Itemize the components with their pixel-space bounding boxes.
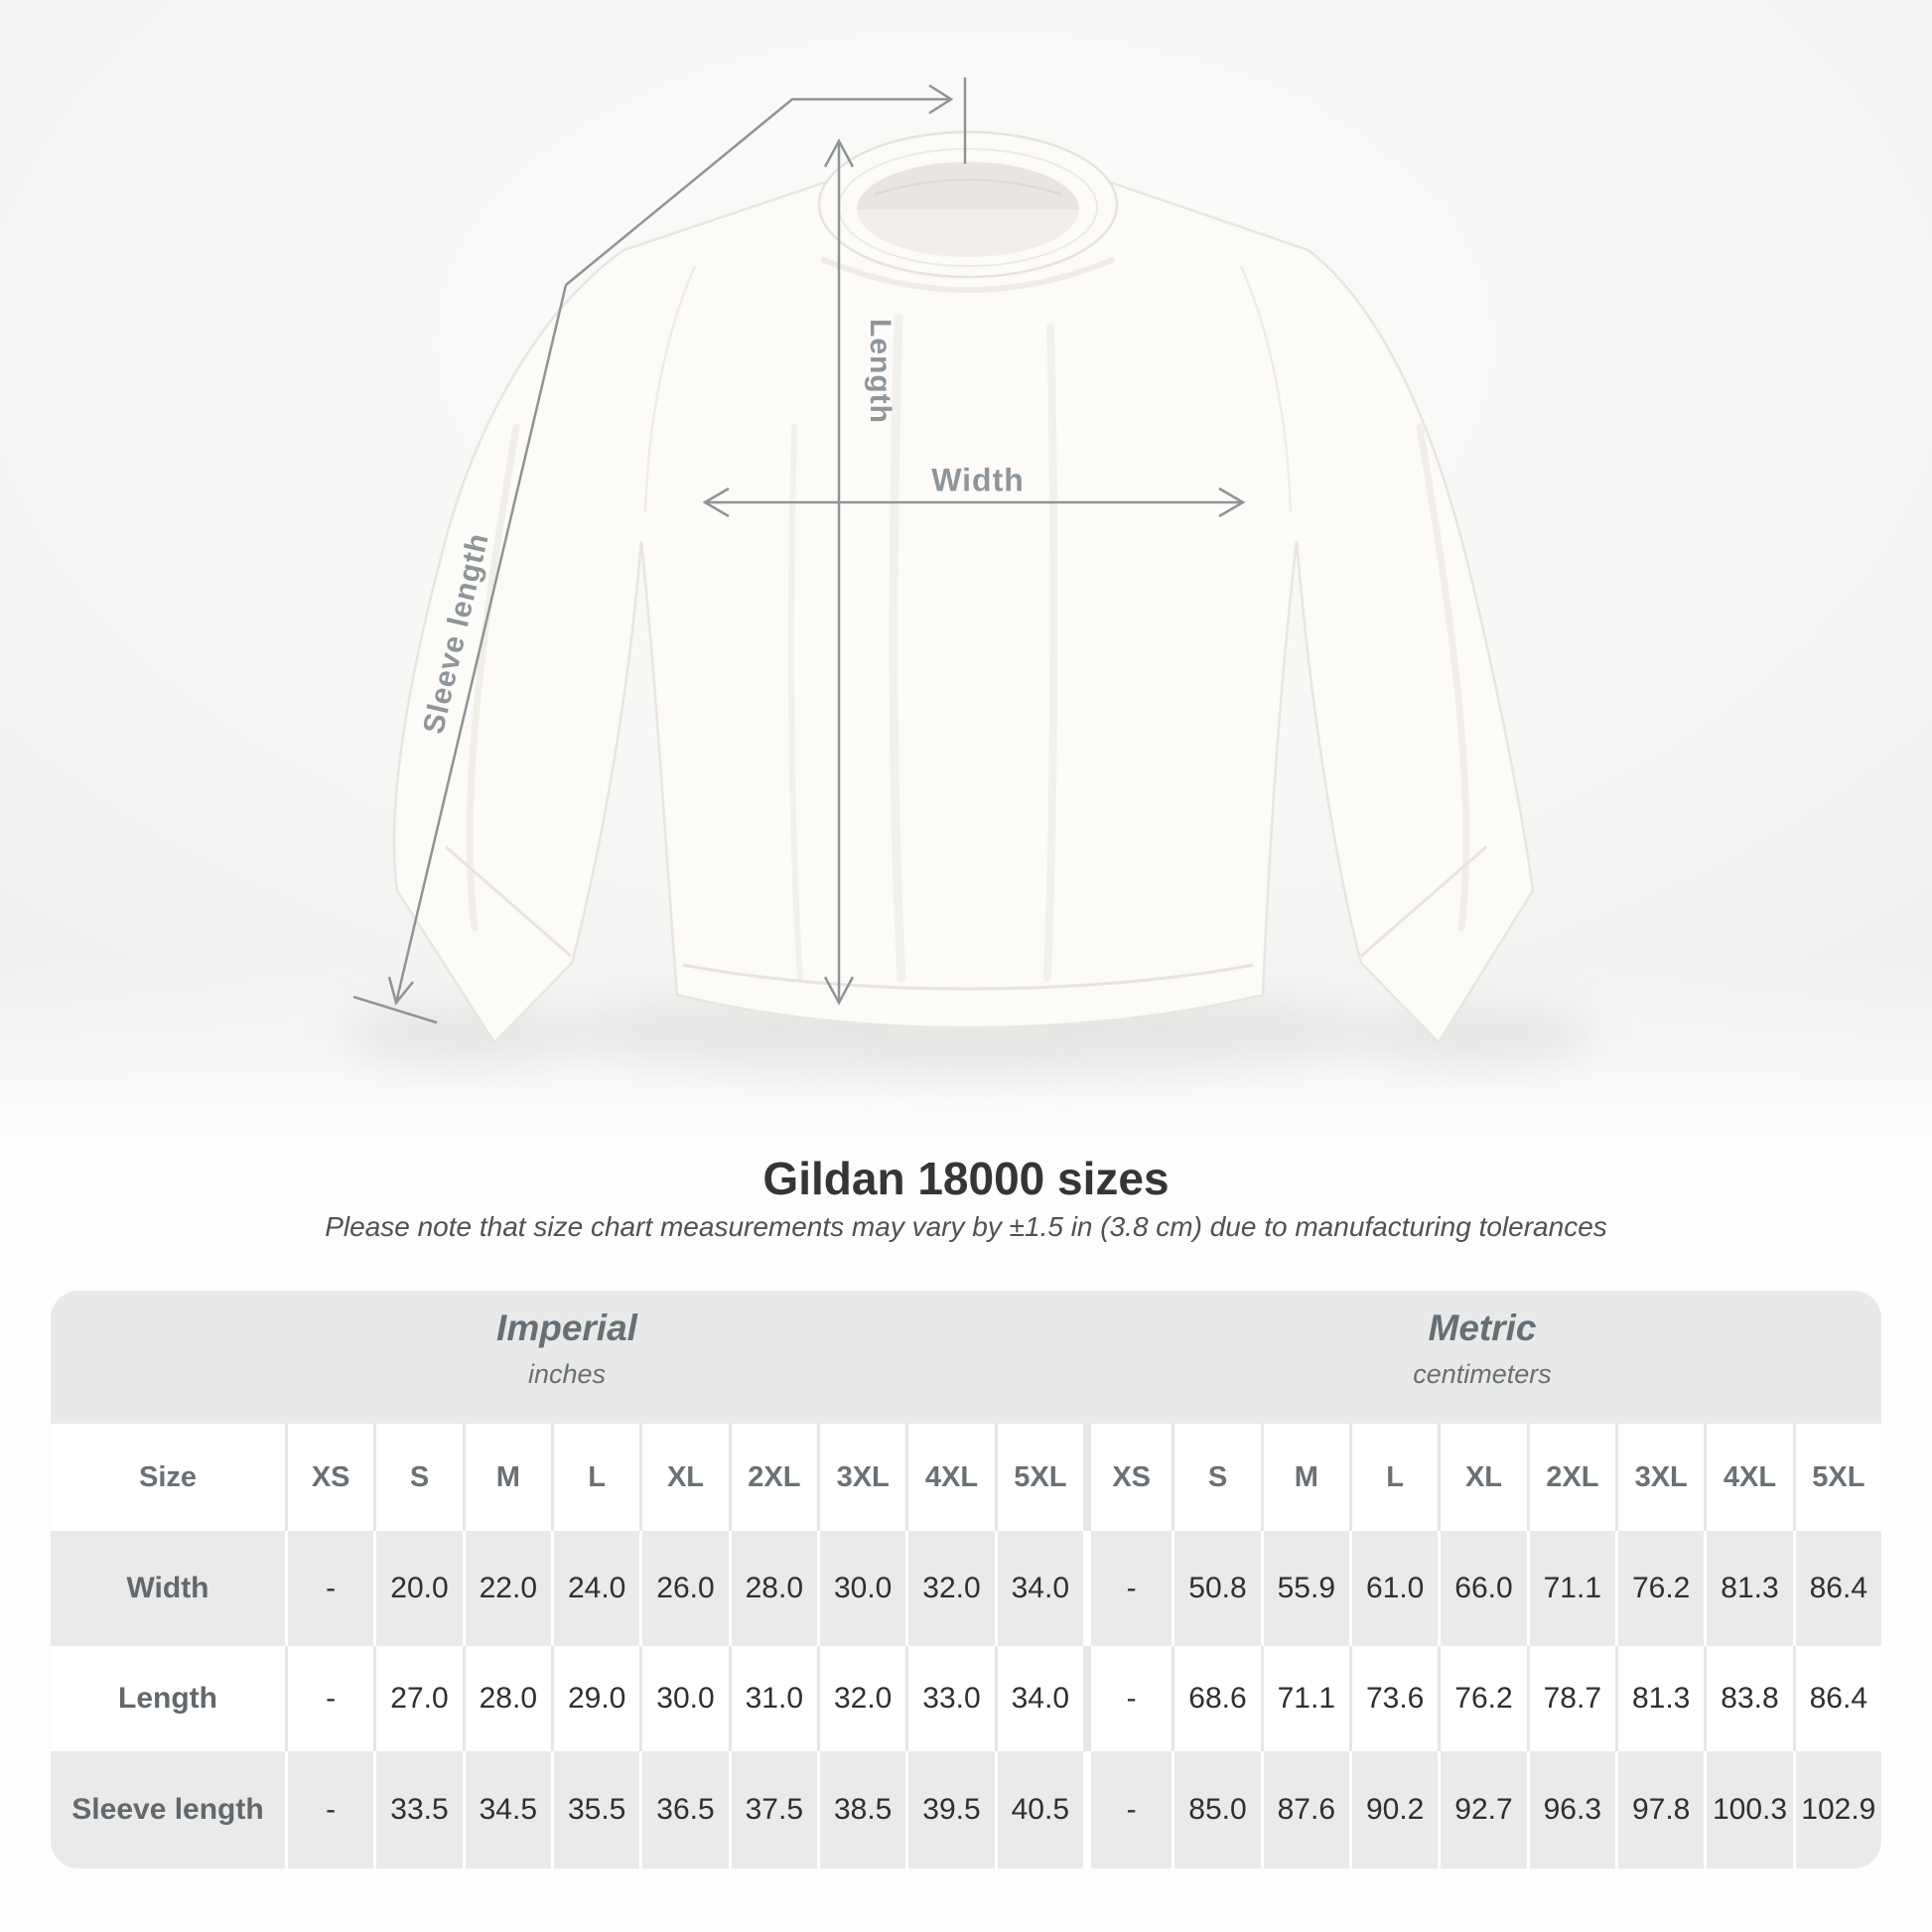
collar xyxy=(819,132,1117,277)
unit-group-units: inches xyxy=(527,1358,607,1389)
cell: - xyxy=(1083,1531,1172,1646)
cell: 71.1 xyxy=(1261,1646,1349,1751)
cell: 20.0 xyxy=(373,1531,462,1646)
cell: 71.1 xyxy=(1527,1531,1615,1646)
cell: - xyxy=(285,1751,373,1868)
unit-group-label: Metric xyxy=(1428,1307,1537,1348)
cell: 30.0 xyxy=(639,1646,728,1751)
cell: 76.2 xyxy=(1438,1646,1526,1751)
cell: 50.8 xyxy=(1172,1531,1260,1646)
unit-group-header xyxy=(51,1291,1083,1424)
col-header: L xyxy=(1349,1424,1438,1531)
col-header: 3XL xyxy=(817,1424,905,1531)
cell: 66.0 xyxy=(1438,1531,1526,1646)
col-header: S xyxy=(1172,1424,1260,1531)
cell: 33.0 xyxy=(905,1646,994,1751)
cell: 32.0 xyxy=(817,1646,905,1751)
cell: - xyxy=(1083,1751,1172,1868)
cell: 38.5 xyxy=(817,1751,905,1868)
sleeve-length-measurement-label: Sleeve length xyxy=(417,529,495,738)
cell: 31.0 xyxy=(729,1646,817,1751)
cell: 81.3 xyxy=(1704,1531,1792,1646)
cell: 86.4 xyxy=(1793,1646,1881,1751)
cell: 96.3 xyxy=(1527,1751,1615,1868)
col-header: 5XL xyxy=(1793,1424,1881,1531)
cell: 37.5 xyxy=(729,1751,817,1868)
cell: 30.0 xyxy=(817,1531,905,1646)
cell: 73.6 xyxy=(1349,1646,1438,1751)
cell: 87.6 xyxy=(1261,1751,1349,1868)
size-corner-header: Size xyxy=(51,1424,285,1531)
col-header: XS xyxy=(285,1424,373,1531)
width-measurement-label: Width xyxy=(931,462,1025,498)
col-header: XS xyxy=(1083,1424,1172,1531)
cell: 28.0 xyxy=(463,1646,551,1751)
cell: 68.6 xyxy=(1172,1646,1260,1751)
cell: 86.4 xyxy=(1793,1531,1881,1646)
col-header: XL xyxy=(639,1424,728,1531)
cell: 39.5 xyxy=(905,1751,994,1868)
cell: 97.8 xyxy=(1615,1751,1704,1868)
col-header: 5XL xyxy=(995,1424,1083,1531)
cell: 90.2 xyxy=(1349,1751,1438,1868)
cell: 78.7 xyxy=(1527,1646,1615,1751)
cell: 81.3 xyxy=(1615,1646,1704,1751)
tolerance-note: Please note that size chart measurements may vary by ±1.5 in (3.8 cm) due to manufacturing tolerances xyxy=(325,1211,1607,1242)
cell: 33.5 xyxy=(373,1751,462,1868)
unit-group-units: centimeters xyxy=(1413,1358,1552,1389)
cell: 34.0 xyxy=(995,1646,1083,1751)
cell: - xyxy=(1083,1646,1172,1751)
col-header: 4XL xyxy=(1704,1424,1792,1531)
size-table xyxy=(51,1291,1881,1868)
cell: 102.9 xyxy=(1793,1751,1881,1868)
col-header: 2XL xyxy=(1527,1424,1615,1531)
cell: - xyxy=(285,1646,373,1751)
cell: 92.7 xyxy=(1438,1751,1526,1868)
col-header: L xyxy=(551,1424,639,1531)
col-header: XL xyxy=(1438,1424,1526,1531)
cell: 85.0 xyxy=(1172,1751,1260,1868)
row-label: Width xyxy=(51,1531,285,1646)
cell: 83.8 xyxy=(1704,1646,1792,1751)
cell: 22.0 xyxy=(463,1531,551,1646)
cell: 29.0 xyxy=(551,1646,639,1751)
row-label: Length xyxy=(51,1646,285,1751)
cell: 24.0 xyxy=(551,1531,639,1646)
row-label: Sleeve length xyxy=(51,1751,285,1868)
col-header: S xyxy=(373,1424,462,1531)
cell: 76.2 xyxy=(1615,1531,1704,1646)
col-header: 4XL xyxy=(905,1424,994,1531)
unit-group-label: Imperial xyxy=(496,1307,637,1348)
cell: - xyxy=(285,1531,373,1646)
col-header: 3XL xyxy=(1615,1424,1704,1531)
cell: 100.3 xyxy=(1704,1751,1792,1868)
cell: 27.0 xyxy=(373,1646,462,1751)
cell: 61.0 xyxy=(1349,1531,1438,1646)
cell: 28.0 xyxy=(729,1531,817,1646)
col-header: M xyxy=(463,1424,551,1531)
length-measurement-label: Length xyxy=(864,319,897,424)
unit-group-header xyxy=(1083,1291,1881,1424)
cell: 36.5 xyxy=(639,1751,728,1868)
cell: 40.5 xyxy=(995,1751,1083,1868)
cell: 34.5 xyxy=(463,1751,551,1868)
cell: 55.9 xyxy=(1261,1531,1349,1646)
col-header: M xyxy=(1261,1424,1349,1531)
cell: 26.0 xyxy=(639,1531,728,1646)
col-header: 2XL xyxy=(729,1424,817,1531)
cell: 34.0 xyxy=(995,1531,1083,1646)
cell: 32.0 xyxy=(905,1531,994,1646)
page-title: Gildan 18000 sizes xyxy=(762,1153,1170,1204)
cell: 35.5 xyxy=(551,1751,639,1868)
size-table-wrapper xyxy=(51,1291,1881,1868)
